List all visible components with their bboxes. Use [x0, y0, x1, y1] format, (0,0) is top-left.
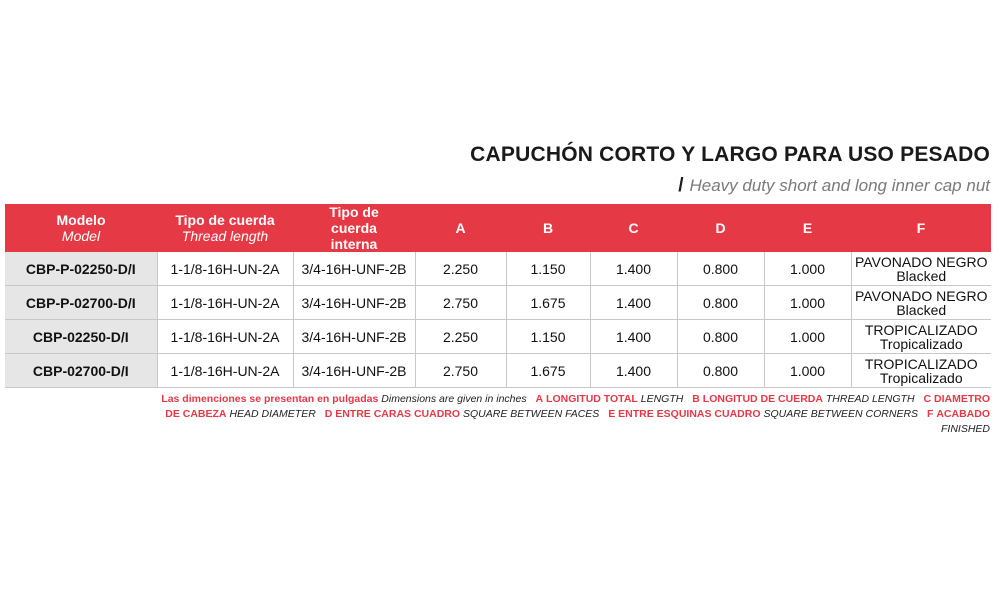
cell-e: 1.000 [764, 320, 851, 354]
cell-thread: 1-1/8-16H-UN-2A [157, 286, 293, 320]
col-header-d: D [677, 204, 764, 252]
cell-inner-thread: 3/4-16H-UNF-2B [293, 286, 415, 320]
note-en: FINISHED [940, 423, 990, 435]
notes-intro-en: Dimensions are given in inches [381, 393, 527, 405]
note-en: SQUARE BETWEEN CORNERS [763, 408, 919, 420]
col-header-b: B [506, 204, 590, 252]
note-es: DIAMETRO DE CABEZA [165, 393, 990, 420]
note-letter: E [608, 408, 616, 420]
note-en: HEAD DIAMETER [229, 408, 316, 420]
cell-b: 1.150 [506, 320, 590, 354]
cell-b: 1.150 [506, 252, 590, 286]
cell-d: 0.800 [677, 354, 764, 388]
cell-e: 1.000 [764, 354, 851, 388]
note-letter: D [324, 408, 333, 420]
cell-b: 1.675 [506, 286, 590, 320]
cell-a: 2.250 [415, 252, 506, 286]
note-en: LENGTH [640, 393, 684, 405]
cell-d: 0.800 [677, 286, 764, 320]
cell-c: 1.400 [590, 354, 677, 388]
note-es: LONGITUD TOTAL [546, 393, 638, 405]
cell-thread: 1-1/8-16H-UN-2A [157, 252, 293, 286]
notes-intro-es: Las dimenciones se presentan en pulgadas [161, 393, 379, 405]
cell-model: CBP-P-02250-D/I [5, 252, 157, 286]
cell-finish: TROPICALIZADO Tropicalizado [851, 354, 991, 388]
cell-finish: TROPICALIZADO Tropicalizado [851, 320, 991, 354]
cell-e: 1.000 [764, 286, 851, 320]
page-title: CAPUCHÓN CORTO Y LARGO PARA USO PESADO [470, 143, 990, 166]
cell-model: CBP-02700-D/I [5, 354, 157, 388]
note-es: LONGITUD DE CUERDA [702, 393, 823, 405]
cell-model: CBP-P-02700-D/I [5, 286, 157, 320]
table-row [5, 252, 991, 286]
note-es: ENTRE CARAS CUADRO [335, 408, 461, 420]
cell-c: 1.400 [590, 252, 677, 286]
cell-inner-thread: 3/4-16H-UNF-2B [293, 252, 415, 286]
cell-finish: PAVONADO NEGRO Blacked [851, 286, 991, 320]
table-row [5, 286, 991, 320]
table-row [5, 320, 991, 354]
cell-inner-thread: 3/4-16H-UNF-2B [293, 320, 415, 354]
note-es: ACABADO [936, 408, 990, 420]
col-header-c: C [590, 204, 677, 252]
cell-b: 1.675 [506, 354, 590, 388]
col-header-a: A [415, 204, 506, 252]
col-header-model: Modelo Model [5, 204, 157, 252]
note-en: SQUARE BETWEEN FACES [462, 408, 600, 420]
subtitle-slash: / [678, 175, 684, 196]
note-en: THREAD LENGTH [825, 393, 915, 405]
cell-inner-thread: 3/4-16H-UNF-2B [293, 354, 415, 388]
cell-model: CBP-02250-D/I [5, 320, 157, 354]
cell-a: 2.750 [415, 354, 506, 388]
cell-thread: 1-1/8-16H-UN-2A [157, 354, 293, 388]
table-header-row [5, 204, 991, 252]
cell-a: 2.750 [415, 286, 506, 320]
note-letter: C [923, 393, 932, 405]
col-header-thread: Tipo de cuerda Thread length [157, 204, 293, 252]
cell-e: 1.000 [764, 252, 851, 286]
table-row [5, 354, 991, 388]
note-letter: B [692, 393, 700, 405]
note-letter: F [926, 408, 934, 420]
col-header-e: E [764, 204, 851, 252]
cell-finish: PAVONADO NEGRO Blacked [851, 252, 991, 286]
cell-c: 1.400 [590, 320, 677, 354]
col-header-inner-thread: Tipo de cuerda interna [293, 204, 415, 252]
cell-d: 0.800 [677, 252, 764, 286]
cell-d: 0.800 [677, 320, 764, 354]
cell-a: 2.250 [415, 320, 506, 354]
note-es: ENTRE ESQUINAS CUADRO [618, 408, 761, 420]
dimension-notes [150, 392, 990, 437]
note-letter: A [535, 393, 544, 405]
col-header-f: F [851, 204, 991, 252]
page-subtitle [678, 175, 990, 197]
spec-table [5, 204, 991, 388]
cell-c: 1.400 [590, 286, 677, 320]
cell-thread: 1-1/8-16H-UN-2A [157, 320, 293, 354]
subtitle-text: Heavy duty short and long inner cap nut [689, 176, 990, 195]
